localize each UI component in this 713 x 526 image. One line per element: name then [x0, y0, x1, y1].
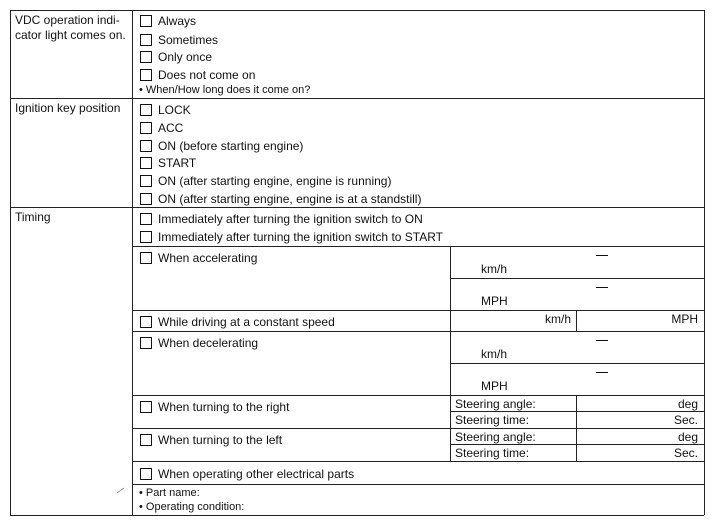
- checkbox-icon[interactable]: [140, 51, 152, 63]
- option-label: When operating other electrical parts: [158, 467, 355, 481]
- checkbox-icon[interactable]: [140, 337, 152, 349]
- ignition-option-on-standstill[interactable]: [140, 192, 421, 206]
- checkbox-icon[interactable]: [140, 122, 152, 134]
- constant-mph-unit: MPH: [671, 312, 698, 326]
- checkbox-icon[interactable]: [140, 104, 152, 116]
- checkbox-icon[interactable]: [140, 140, 152, 152]
- option-label: ACC: [158, 121, 184, 135]
- option-label: When turning to the left: [158, 433, 283, 447]
- checkbox-icon[interactable]: [140, 34, 152, 46]
- timing-option-decelerating[interactable]: [140, 336, 258, 350]
- pencil-mark: [116, 486, 126, 494]
- option-label: Immediately after turning the ignition switch to START: [158, 230, 444, 244]
- checkbox-icon[interactable]: [140, 69, 152, 81]
- vdc-label-line1: VDC operation indi-: [15, 13, 120, 27]
- timing-option-immediate-on[interactable]: [140, 212, 423, 226]
- option-label: While driving at a constant speed: [158, 315, 335, 329]
- range-dash: [596, 340, 608, 341]
- option-label: ON (before starting engine): [158, 139, 304, 153]
- checkbox-icon[interactable]: [140, 193, 152, 205]
- option-label: Sometimes: [158, 33, 219, 47]
- range-dash: [596, 255, 608, 256]
- accelerating-mph-unit: MPH: [481, 294, 508, 308]
- checkbox-icon[interactable]: [140, 157, 152, 169]
- vdc-option-sometimes[interactable]: [140, 33, 218, 47]
- ignition-label: Ignition key position: [15, 101, 121, 115]
- range-dash: [596, 287, 608, 288]
- electrical-part-name: • Part name:: [139, 487, 200, 499]
- option-label: LOCK: [158, 103, 191, 117]
- timing-option-turn-left[interactable]: [140, 433, 282, 447]
- option-label: START: [158, 156, 197, 170]
- timing-option-immediate-start[interactable]: [140, 230, 443, 244]
- turn-right-angle-unit: deg: [677, 397, 698, 411]
- timing-option-turn-right[interactable]: [140, 400, 289, 414]
- option-label: When turning to the right: [158, 400, 290, 414]
- checkbox-icon[interactable]: [140, 468, 152, 480]
- option-label: Always: [158, 14, 197, 28]
- vdc-option-only-once[interactable]: [140, 50, 212, 64]
- ignition-option-start[interactable]: [140, 156, 196, 170]
- turn-left-angle-unit: deg: [677, 430, 698, 444]
- turn-left-angle-label: Steering angle:: [455, 430, 536, 444]
- range-dash: [596, 372, 608, 373]
- checkbox-icon[interactable]: [140, 175, 152, 187]
- option-label: Does not come on: [158, 68, 256, 82]
- checkbox-icon[interactable]: [140, 252, 152, 264]
- option-label: When accelerating: [158, 251, 258, 265]
- checkbox-icon[interactable]: [140, 434, 152, 446]
- accelerating-kmh-unit: km/h: [481, 262, 508, 276]
- checkbox-icon[interactable]: [140, 231, 152, 243]
- checkbox-icon[interactable]: [140, 213, 152, 225]
- vdc-note: • When/How long does it come on?: [139, 84, 311, 96]
- electrical-operating-condition: • Operating condition:: [139, 501, 245, 513]
- checkbox-icon[interactable]: [140, 316, 152, 328]
- checkbox-icon[interactable]: [140, 15, 152, 27]
- decelerating-mph-unit: MPH: [481, 379, 508, 393]
- decelerating-kmh-unit: km/h: [481, 347, 508, 361]
- option-label: When decelerating: [158, 336, 259, 350]
- checkbox-icon[interactable]: [140, 401, 152, 413]
- option-label: ON (after starting engine, engine is running): [158, 174, 392, 188]
- ignition-option-on-before[interactable]: [140, 139, 303, 153]
- option-label: ON (after starting engine, engine is at a standstill): [158, 192, 422, 206]
- turn-right-angle-label: Steering angle:: [455, 397, 536, 411]
- vdc-option-always[interactable]: [140, 14, 196, 28]
- turn-left-time-label: Steering time:: [455, 446, 530, 460]
- timing-option-constant-speed[interactable]: [140, 315, 335, 329]
- timing-option-electrical-parts[interactable]: [140, 467, 354, 481]
- constant-kmh-unit: km/h: [544, 312, 571, 326]
- vdc-option-does-not-come-on[interactable]: [140, 68, 255, 82]
- option-label: Only once: [158, 50, 213, 64]
- timing-label: Timing: [15, 210, 51, 224]
- option-label: Immediately after turning the ignition switch to ON: [158, 212, 423, 226]
- turn-left-time-unit: Sec.: [673, 446, 698, 460]
- turn-right-time-unit: Sec.: [673, 413, 698, 427]
- turn-right-time-label: Steering time:: [455, 413, 530, 427]
- timing-option-accelerating[interactable]: [140, 251, 257, 265]
- ignition-option-lock[interactable]: [140, 103, 191, 117]
- ignition-option-on-running[interactable]: [140, 174, 391, 188]
- ignition-option-acc[interactable]: [140, 121, 183, 135]
- vdc-label-line2: cator light comes on.: [15, 28, 126, 42]
